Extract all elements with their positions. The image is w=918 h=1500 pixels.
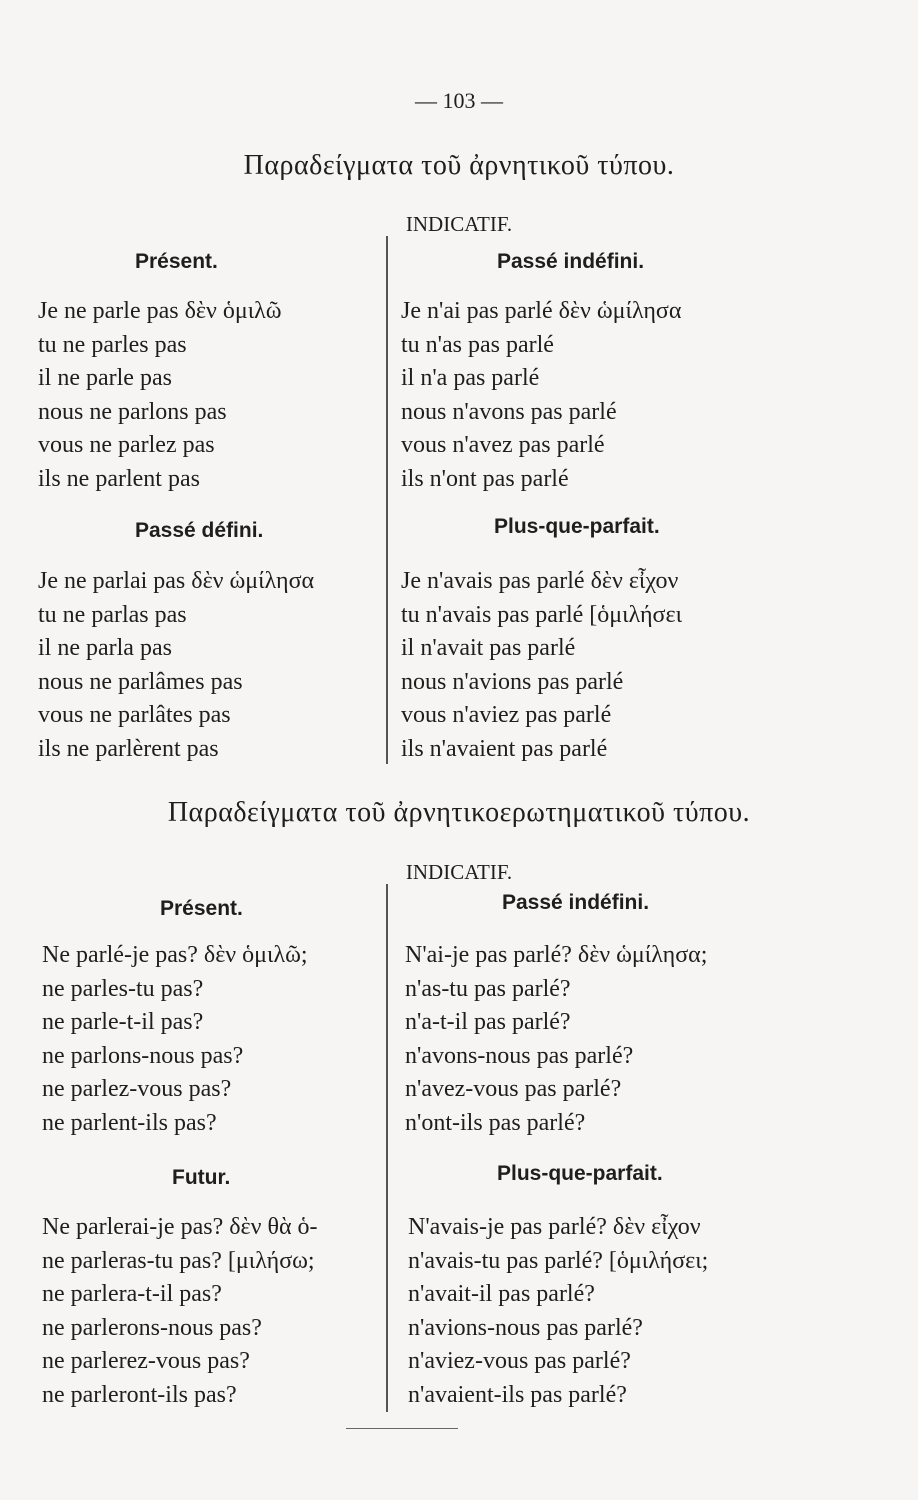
conjugation-line: ne parles-tu pas? [42, 975, 204, 1002]
conjugation-line: ne parle-t-il pas? [42, 1009, 204, 1035]
tense-heading-passe-indefini: Passé indéfini. [502, 891, 650, 914]
tense-heading-plus-que-parfait: Plus-que-parfait. [497, 1162, 663, 1185]
conjugation-line: il ne parle pas [38, 365, 172, 391]
conjugation-list-passe-indefini [401, 295, 681, 496]
conjugation-line: n'avions-nous pas parlé? [408, 1314, 643, 1341]
conjugation-line: il n'a pas parlé [401, 365, 540, 391]
tense-heading-passe-defini: Passé défini. [135, 519, 264, 542]
page-number: — 103 — [415, 88, 503, 113]
conjugation-line: n'avait-il pas parlé? [408, 1281, 595, 1307]
conjugation-line: ne parlerez-vous pas? [42, 1348, 250, 1374]
conjugation-list-present [42, 939, 308, 1140]
conjugation-line: nous n'avions pas parlé [401, 668, 624, 695]
conjugation-line: Je ne parle pas δὲν ὁμιλῶ [38, 298, 282, 324]
conjugation-line: vous n'aviez pas parlé [401, 702, 612, 728]
conjugation-line: n'avons-nous pas parlé? [405, 1042, 634, 1069]
conjugation-line: n'avaient-ils pas parlé? [408, 1381, 627, 1408]
footer-rule [346, 1428, 458, 1429]
section-title: Παραδείγματα τοῦ ἀρνητικοῦ τύπου. [243, 150, 675, 181]
conjugation-line: N'avais-je pas parlé? δὲν εἶχον [408, 1214, 701, 1240]
column-divider [386, 236, 388, 764]
tense-heading-present: Présent. [160, 897, 243, 920]
section-title: Παραδείγματα τοῦ ἀρνητικοερωτηματικοῦ τύπου. [167, 797, 751, 828]
conjugation-line: ne parlerons-nous pas? [42, 1314, 262, 1341]
tense-heading-passe-indefini: Passé indéfini. [497, 250, 645, 273]
conjugation-line: il ne parla pas [38, 635, 172, 661]
conjugation-line: vous n'avez pas parlé [401, 432, 605, 458]
tense-heading-plus-que-parfait: Plus-que-parfait. [494, 515, 660, 538]
conjugation-line: nous ne parlâmes pas [38, 668, 243, 695]
conjugation-line: il n'avait pas parlé [401, 635, 576, 661]
conjugation-line: tu ne parlas pas [38, 601, 187, 628]
conjugation-line: ils ne parlent pas [38, 465, 200, 492]
conjugation-line: ne parlent-ils pas? [42, 1109, 217, 1136]
tense-heading-present: Présent. [135, 250, 218, 273]
conjugation-line: vous ne parlâtes pas [38, 702, 231, 728]
conjugation-line: nous ne parlons pas [38, 398, 227, 425]
conjugation-line: n'avez-vous pas parlé? [405, 1076, 622, 1102]
conjugation-line: tu ne parles pas [38, 331, 187, 358]
conjugation-line: ne parlons-nous pas? [42, 1042, 244, 1069]
conjugation-list-plus-que-parfait [408, 1211, 708, 1412]
conjugation-line: n'avais-tu pas parlé? [ὁμιλήσει; [408, 1247, 709, 1274]
conjugation-line: ne parleront-ils pas? [42, 1381, 237, 1408]
conjugation-list-passe-indefini [405, 939, 707, 1140]
conjugation-line: tu n'avais pas parlé [ὁμιλήσει [401, 601, 683, 628]
conjugation-list-passe-defini [38, 565, 314, 766]
conjugation-line: ils n'ont pas parlé [401, 465, 569, 492]
conjugation-line: n'a-t-il pas parlé? [405, 1009, 571, 1035]
conjugation-list-present [38, 295, 282, 496]
conjugation-line: Je n'avais pas parlé δὲν εἶχον [401, 568, 679, 594]
conjugation-line: nous n'avons pas parlé [401, 398, 617, 425]
conjugation-line: ne parlera-t-il pas? [42, 1281, 222, 1307]
conjugation-line: Ne parlerai-je pas? δὲν θὰ ὁ- [42, 1214, 318, 1240]
conjugation-line: n'ont-ils pas parlé? [405, 1109, 586, 1136]
conjugation-line: n'as-tu pas parlé? [405, 975, 571, 1002]
column-divider [386, 884, 388, 1412]
mood-label: INDICATIF. [405, 860, 513, 884]
conjugation-list-plus-que-parfait [401, 565, 682, 766]
conjugation-line: ils ne parlèrent pas [38, 735, 219, 762]
conjugation-line: n'aviez-vous pas parlé? [408, 1348, 631, 1374]
conjugation-line: vous ne parlez pas [38, 432, 215, 458]
conjugation-line: Je ne parlai pas δὲν ὡμίλησα [38, 568, 315, 594]
conjugation-list-futur [42, 1211, 318, 1412]
mood-label: INDICATIF. [405, 212, 513, 236]
conjugation-line: Je n'ai pas parlé δὲν ὡμίλησα [401, 298, 682, 324]
conjugation-line: Ne parlé-je pas? δὲν ὁμιλῶ; [42, 942, 308, 968]
conjugation-line: ne parlez-vous pas? [42, 1076, 232, 1102]
conjugation-line: tu n'as pas parlé [401, 331, 554, 358]
conjugation-line: N'ai-je pas parlé? δὲν ὡμίλησα; [405, 942, 708, 968]
conjugation-line: ne parleras-tu pas? [μιλήσω; [42, 1247, 315, 1274]
tense-heading-futur: Futur. [172, 1166, 231, 1189]
conjugation-line: ils n'avaient pas parlé [401, 735, 608, 762]
